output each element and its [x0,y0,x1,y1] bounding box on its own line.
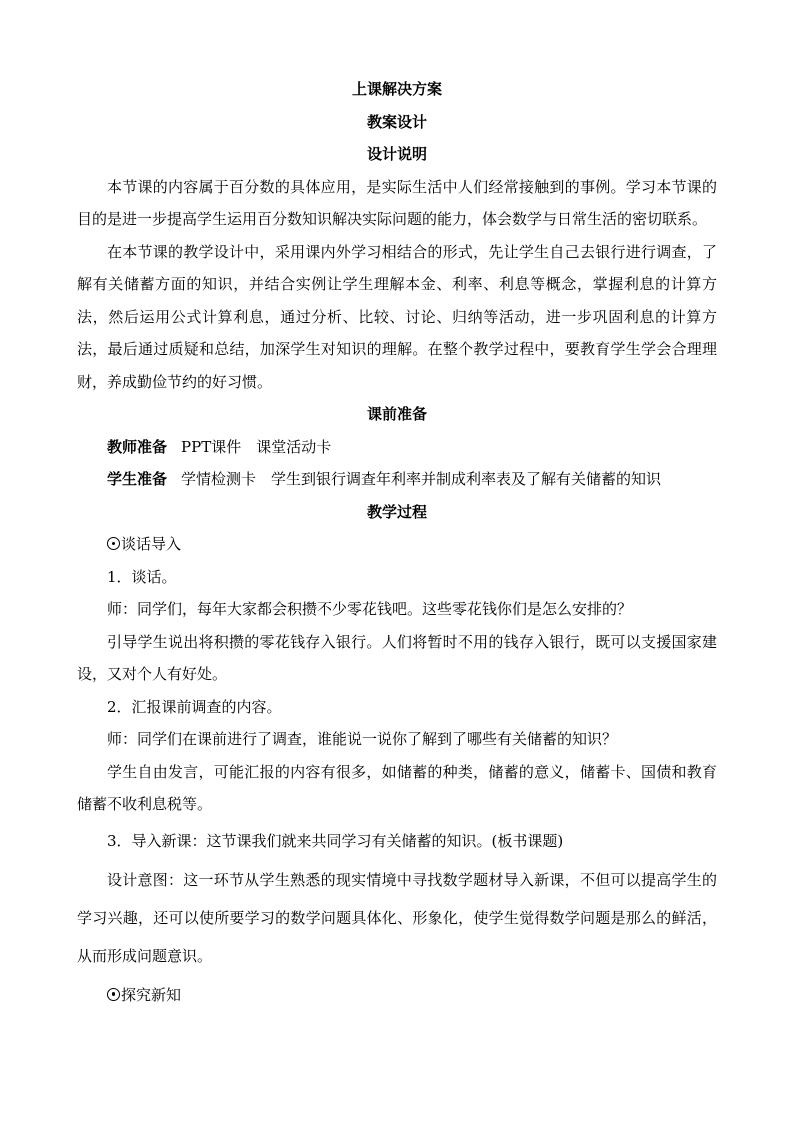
section-heading-explore-label: 探究新知 [121,985,182,1004]
step-3: 3．导入新课：这节课我们就来共同学习有关储蓄的知识。(板书课题) [107,831,564,850]
document-page [77,73,717,1015]
section-title-lesson-design: 教案设计 [366,112,427,131]
section-heading-intro-label: 谈话导入 [121,535,182,553]
document-title: 上课解决方案 [351,80,442,98]
design-intent-paragraph: 设计意图：这一环节从学生熟悉的现实情境中寻找数学题材导入新课，不但可以提高学生的学习兴趣，还可以使所要学习的数学问题具体化、形象化，使学生觉得数学问题是那么的鲜活，从而形成问题意识。 [77,870,717,965]
teacher-question-1: 师：同学们，每年大家都会积攒不少零花钱吧。这些零花钱你们是怎么安排的？ [107,600,633,618]
guide-paragraph: 引导学生说出将积攒的零花钱存入银行。人们将暂时不用的钱存入银行，既可以支援国家建设，又对个人有好处。 [77,632,717,683]
section-heading-intro [77,528,717,561]
teacher-preparation-items: PPT课件 课堂活动卡 [181,437,332,456]
circle-dot-icon [107,988,120,1001]
teacher-preparation-label: 教师准备 [107,437,168,456]
section-title-preparation: 课前准备 [366,405,427,423]
section-title-design-notes: 设计说明 [366,145,427,163]
design-notes-paragraph-1: 本节课的内容属于百分数的具体应用，是实际生活中人们经常接触到的事例。学习本节课的目的是进一步提高学生运用百分数知识解决实际问题的能力，体会数学与日常生活的密切联系。 [77,177,717,228]
circle-dot-icon [107,537,120,550]
student-response-paragraph: 学生自由发言，可能汇报的内容有很多，如储蓄的种类，储蓄的意义，储蓄卡、国债和教育储蓄不收利息税等。 [77,762,717,813]
section-heading-explore [77,975,717,1015]
student-preparation [77,463,717,496]
student-preparation-label: 学生准备 [107,470,168,488]
teacher-preparation [77,431,717,464]
step-2: 2．汇报课前调查的内容。 [107,697,282,716]
step-1: 1．谈话。 [107,567,177,586]
teacher-question-2: 师：同学们在课前进行了调查，谁能说一说你了解到了哪些有关储蓄的知识？ [107,730,618,748]
student-preparation-items: 学情检测卡 学生到银行调查年利率并制成利率表及了解有关储蓄的知识 [181,470,662,488]
section-title-teaching-process: 教学过程 [366,502,427,521]
design-notes-paragraph-2: 在本节课的教学设计中，采用课内外学习相结合的形式，先让学生自己去银行进行调查，了解有关储蓄方面的知识，并结合实例让学生理解本金、利率、利息等概念，掌握利息的计算方法，然后运用公式计算利息，通过分析、比较、讨论、归纳等活动，进一步巩固利息的计算方法，最后通过质疑和总结，加深学生对知识的理解。在整个教学过程中，要教育学生学会合理理财，养成勤俭节约的好习惯。 [77,242,717,391]
